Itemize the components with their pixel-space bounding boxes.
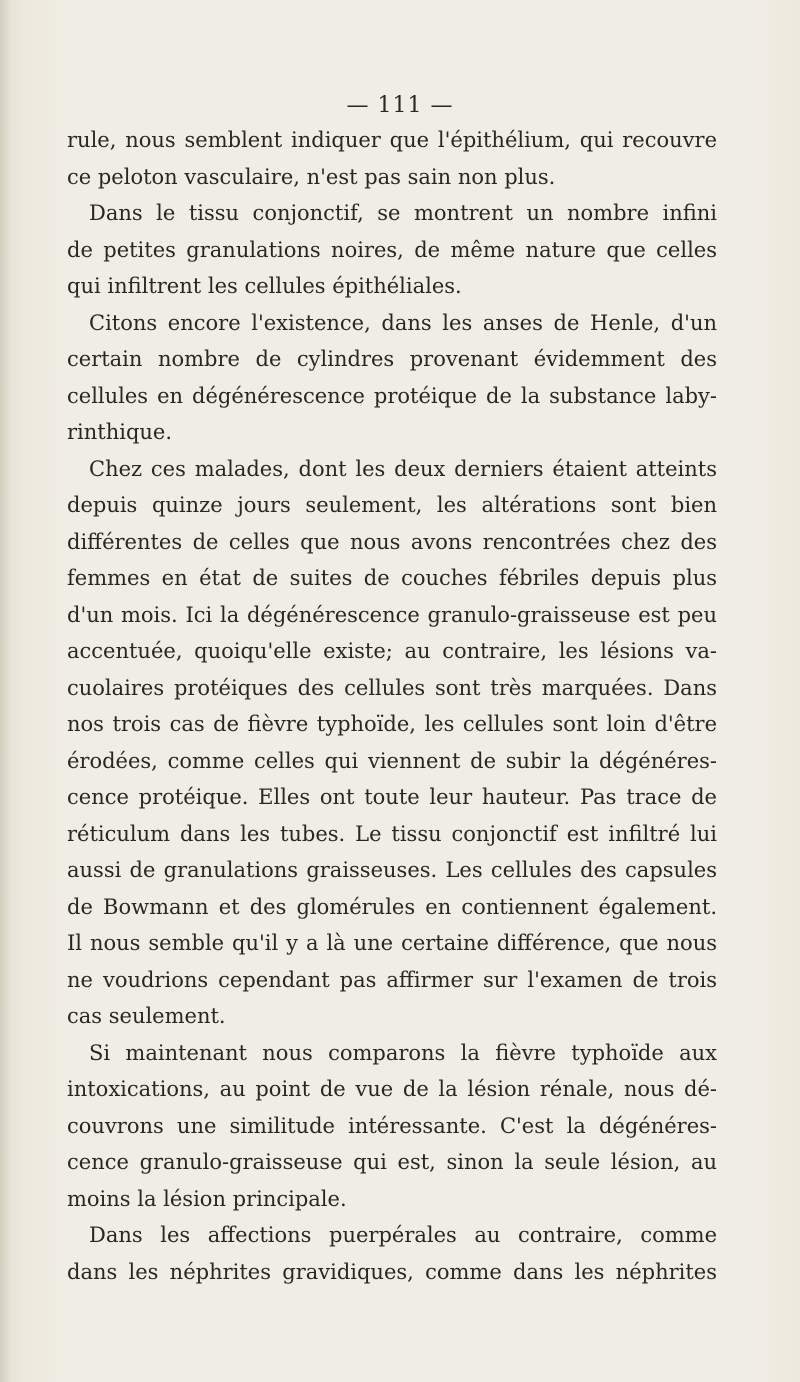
text-line: femmes en état de suites de couches fébriles depuis plus [67, 566, 717, 590]
text-line: rule, nous semblent indiquer que l'épithélium, qui recouvre [67, 128, 717, 152]
text-line: dans les néphrites gravidiques, comme dans les néphrites [67, 1259, 717, 1284]
text-line: accentuée, quoiqu'elle existe; au contraire, les lésions va- [67, 639, 717, 663]
page-binding-shadow [0, 0, 10, 1382]
text-line: réticulum dans les tubes. Le tissu conjonctif est infiltré lui [67, 821, 717, 846]
text-line: de petites granulations noires, de même nature que celles [67, 237, 717, 262]
text-line: cuolaires protéiques des cellules sont très marquées. Dans [67, 675, 717, 700]
text-line: d'un mois. Ici la dégénérescence granulo-graisseuse est peu [67, 602, 717, 627]
text-line: Dans les affections puerpérales au contraire, comme [89, 1223, 717, 1247]
text-line: nos trois cas de fièvre typhoïde, les cellules sont loin d'être [67, 712, 717, 736]
text-line: Chez ces malades, dont les deux derniers étaient atteints [89, 456, 717, 481]
text-line: depuis quinze jours seulement, les altérations sont bien [67, 493, 717, 517]
text-line: Il nous semble qu'il y a là une certaine différence, que nous [67, 931, 717, 955]
page-number: — 111 — [346, 93, 454, 118]
text-line: cellules en dégénérescence protéique de la substance laby- [67, 383, 717, 408]
text-line: Citons encore l'existence, dans les anses de Henle, d'un [89, 310, 717, 335]
text-line: ne voudrions cependant pas affirmer sur l'examen de trois [67, 967, 717, 992]
text-line: cence granulo-graisseuse qui est, sinon la seule lésion, au [67, 1150, 717, 1174]
text-line: rinthique. [67, 420, 173, 444]
body-text [67, 122, 717, 1290]
text-line: aussi de granulations graisseuses. Les cellules des capsules [67, 858, 717, 882]
text-line: intoxications, au point de vue de la lésion rénale, nous dé- [67, 1077, 717, 1101]
text-line: de Bowmann et des glomérules en contiennent également. [67, 894, 717, 919]
text-line: différentes de celles que nous avons rencontrées chez des [67, 529, 717, 554]
text-line: Si maintenant nous comparons la fièvre typhoïde aux [89, 1040, 717, 1065]
text-line: certain nombre de cylindres provenant évidemment des [67, 347, 717, 371]
text-line: cas seulement. [67, 1004, 226, 1028]
text-line: érodées, comme celles qui viennent de subir la dégénéres- [67, 748, 717, 773]
text-line: cence protéique. Elles ont toute leur hauteur. Pas trace de [67, 785, 717, 809]
text-line: couvrons une similitude intéressante. C'est la dégénéres- [67, 1113, 717, 1138]
text-line: ce peloton vasculaire, n'est pas sain non plus. [67, 164, 556, 189]
text-line: qui infiltrent les cellules épithéliales. [67, 274, 462, 298]
text-line: Dans le tissu conjonctif, se montrent un nombre infini [89, 201, 717, 225]
text-line: moins la lésion principale. [67, 1186, 347, 1211]
